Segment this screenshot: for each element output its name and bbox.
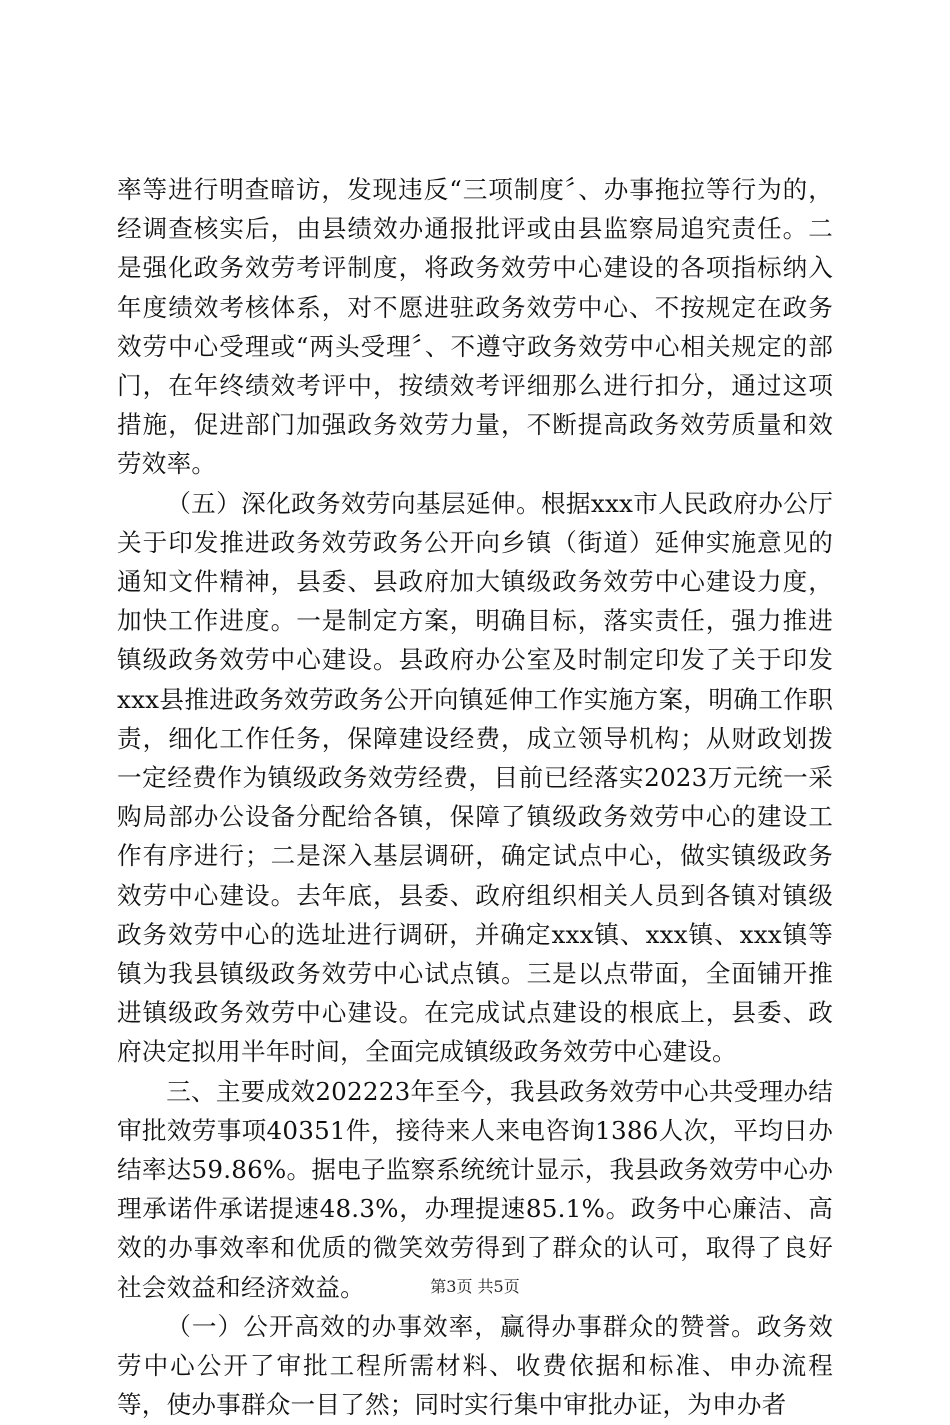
paragraph-main-results: 三、主要成效202223年至今，我县政务效劳中心共受理办结审批效劳事项40351件，接待来人来电咨询1386人次，平均日办结率达59.86%。据电子监察系统统计显示，我县政务效劳中心办理承诺件承诺提速48.3%，办理提速85.1%。政务中心廉洁、高效的办事效率和优质的微笑效劳得到了群众的认可，取得了良好社会效益和经济效益。 [117, 1076, 833, 1302]
paragraph-section-five: （五）深化政务效劳向基层延伸。根据xxx市人民政府办公厅关于印发推进政务效劳政务公开向乡镇（街道）延伸实施意见的通知文件精神，县委、县政府加大镇级政务效劳中心建设力度，加快工作进度。一是制定方案，明确目标，落实责任，强力推进镇级政务效劳中心建设。县政府办公室及时制定印发了关于印发xxx县推进政务效劳政务公开向镇延伸工作实施方案，明确工作职责，细化工作任务，保障建设经费，成立领导机构；从财政划拨一定经费作为镇级政务效劳经费，目前已经落实2023万元统一采购局部办公设备分配给各镇，保障了镇级政务效劳中心的建设工作有序进行；二是深入基层调研，确定试点中心，做实镇级政务效劳中心建设。去年底，县委、政府组织相关人员到各镇对镇级政务效劳中心的选址进行调研，并确定xxx镇、xxx镇、xxx镇等镇为我县镇级政务效劳中心试点镇。三是以点带面，全面铺开推进镇级政务效劳中心建设。在完成试点建设的根底上，县委、政府决定拟用半年时间，全面完成镇级政务效劳中心建设。 [117, 488, 833, 1067]
document-body [117, 170, 833, 1425]
paragraph-section-one: （一）公开高效的办事效率，赢得办事群众的赞誉。政务效劳中心公开了审批工程所需材料、收费依据和标准、申办流程等，使办事群众一目了然；同时实行集中审批办证，为申办者 [117, 1311, 833, 1420]
paragraph-continuation: 率等进行明查暗访，发现违反“三项制度〞、办事拖拉等行为的，经调查核实后，由县绩效办通报批评或由县监察局追究责任。二是强化政务效劳考评制度，将政务效劳中心建设的各项指标纳入年度绩效考核体系，对不愿进驻政务效劳中心、不按规定在政务效劳中心受理或“两头受理〞、不遵守政务效劳中心相关规定的部门，在年终绩效考评中，按绩效考评细那么进行扣分，通过这项措施，促进部门加强政务效劳力量，不断提高政务效劳质量和效劳效率。 [117, 175, 833, 479]
page-footer: 第3页 共5页 [430, 1277, 520, 1296]
